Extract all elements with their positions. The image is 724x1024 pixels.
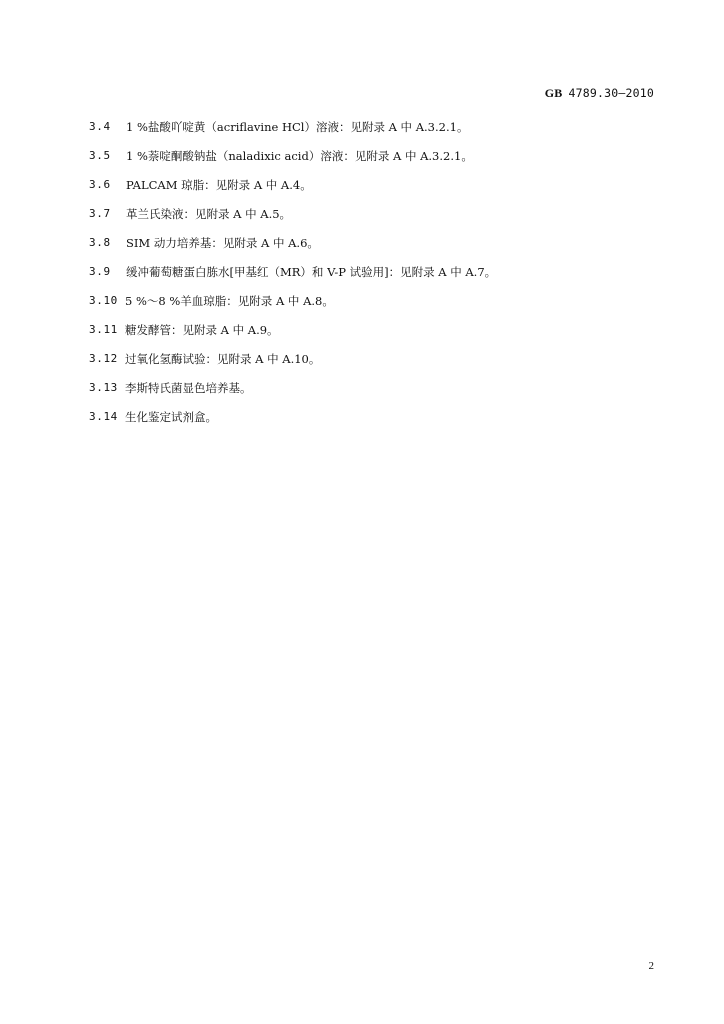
list-item	[89, 112, 649, 141]
list-item	[89, 257, 649, 286]
standard-prefix: GB	[544, 86, 563, 100]
page-number: 2	[648, 960, 654, 972]
reagent-list	[89, 112, 649, 431]
item-number: 3.11	[89, 322, 118, 336]
item-number: 3.4	[89, 119, 111, 133]
list-item	[89, 199, 649, 228]
item-number: 3.10	[89, 293, 118, 307]
item-number: 3.7	[89, 206, 111, 220]
item-text: 1 %盐酸吖啶黄（acriflavine HCl）溶液：见附录 A 中 A.3.2.1。	[126, 119, 469, 134]
item-number: 3.14	[89, 409, 118, 423]
item-number: 3.12	[89, 351, 118, 365]
item-text: 李斯特氏菌显色培养基。	[125, 380, 252, 395]
list-item	[89, 344, 649, 373]
list-item	[89, 315, 649, 344]
item-text: 过氧化氢酶试验：见附录 A 中 A.10。	[125, 351, 321, 366]
list-item	[89, 170, 649, 199]
item-number: 3.13	[89, 380, 118, 394]
list-item	[89, 141, 649, 170]
item-text: 1 %萘啶酮酸钠盐（naladixic acid）溶液：见附录 A 中 A.3.2.1。	[126, 148, 473, 163]
item-number: 3.5	[89, 148, 111, 162]
item-text: SIM 动力培养基：见附录 A 中 A.6。	[126, 235, 319, 250]
standard-code-header	[545, 86, 654, 101]
list-item	[89, 286, 649, 315]
item-number: 3.6	[89, 177, 111, 191]
list-item	[89, 228, 649, 257]
item-text: 5 %～8 %羊血琼脂：见附录 A 中 A.8。	[125, 293, 334, 308]
item-number: 3.8	[89, 235, 111, 249]
item-text: 生化鉴定试剂盒。	[125, 409, 217, 424]
item-text: 糖发酵管：见附录 A 中 A.9。	[125, 322, 279, 337]
item-text: PALCAM 琼脂：见附录 A 中 A.4。	[126, 177, 312, 192]
standard-number: 4789.30—2010	[568, 86, 654, 100]
list-item	[89, 402, 649, 431]
list-item	[89, 373, 649, 402]
item-number: 3.9	[89, 264, 111, 278]
item-text: 缓冲葡萄糖蛋白胨水[甲基红（MR）和 V-P 试验用]：见附录 A 中 A.7。	[126, 264, 497, 279]
item-text: 革兰氏染液：见附录 A 中 A.5。	[126, 206, 292, 221]
